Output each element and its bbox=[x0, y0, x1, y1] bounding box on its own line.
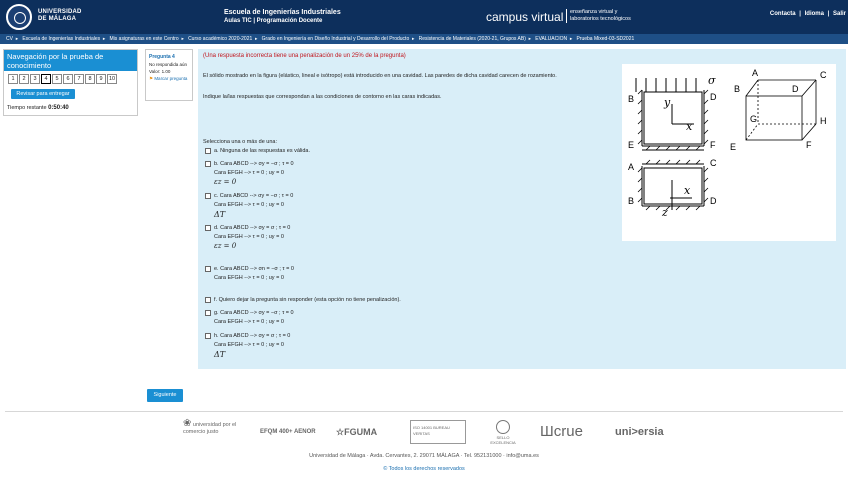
x-axis-symbol: x bbox=[684, 184, 691, 197]
answer-checkbox[interactable] bbox=[205, 333, 211, 339]
question-nav-button[interactable]: 10 bbox=[108, 76, 116, 82]
breadcrumb-item[interactable]: CV bbox=[6, 36, 13, 42]
option-text: ΔT bbox=[214, 210, 226, 219]
flag-question-label: Marcar pregunta bbox=[154, 76, 188, 81]
university-seal-icon bbox=[6, 4, 32, 30]
breadcrumb-separator-icon: ► bbox=[569, 36, 574, 41]
question-nav-button[interactable]: 8 bbox=[85, 74, 95, 84]
problem-figure bbox=[622, 64, 836, 241]
option-text: Cara EFGH --> τ = 0 ; uy = 0 bbox=[214, 319, 284, 325]
link-separator: | bbox=[799, 11, 801, 17]
crue-mark-icon: Ш bbox=[540, 423, 554, 440]
option-text: εz = 0 bbox=[214, 242, 237, 250]
option-text: Cara EFGH --> τ = 0 ; uy = 0 bbox=[214, 234, 284, 240]
fguma-logo[interactable]: ☆FGUMA bbox=[336, 427, 378, 437]
question-nav-button[interactable]: 7 bbox=[74, 74, 84, 84]
question-instruction: Indique la/las respuestas que correspondan a las condiciones de contorno en las caras indicadas. bbox=[203, 94, 442, 100]
flag-icon: ⚑ bbox=[149, 76, 154, 81]
breadcrumb bbox=[0, 34, 848, 44]
universia-logo[interactable]: uni>ersia bbox=[615, 426, 664, 438]
question-nav-button[interactable]: 5 bbox=[52, 74, 62, 84]
answer-checkbox[interactable] bbox=[205, 193, 211, 199]
question-nav-button[interactable]: 6 bbox=[63, 74, 73, 84]
efqm-aenor-logo[interactable]: EFQM 400+ AENOR bbox=[260, 429, 316, 435]
breadcrumb-separator-icon: ► bbox=[180, 36, 185, 41]
label-F: F bbox=[710, 140, 716, 150]
option-text: Cara EFGH --> τ = 0 ; uy = 0 bbox=[214, 275, 284, 281]
answer-prompt: Selecciona una o más de una: bbox=[203, 139, 277, 145]
campus-virtual-tagline: enseñanza virtual y laboratorios tecnológicos bbox=[566, 9, 631, 23]
breadcrumb-item[interactable]: Curso académico 2020-2021 bbox=[188, 36, 253, 42]
option-text: Cara EFGH --> τ = 0 ; uy = 0 bbox=[214, 342, 284, 348]
z-axis-symbol: z bbox=[662, 206, 668, 219]
school-subtitle[interactable]: Aulas TIC | Programación Docente bbox=[224, 18, 323, 24]
label-C: C bbox=[710, 158, 717, 168]
label-D: D bbox=[792, 84, 799, 94]
label-H: H bbox=[820, 116, 827, 126]
option-text: h. Cara ABCD --> σy = σ ; τ = 0 bbox=[214, 333, 291, 339]
question-nav-button-current[interactable]: 4 bbox=[41, 74, 51, 84]
label-C: C bbox=[820, 70, 827, 80]
crue-logo[interactable]: Шcrue bbox=[540, 423, 583, 440]
time-remaining bbox=[7, 105, 69, 111]
question-value: Valor: 1.00 bbox=[149, 69, 171, 74]
question-label: Pregunta bbox=[149, 54, 171, 60]
footer-divider bbox=[5, 411, 843, 412]
sigma-symbol: σ bbox=[708, 74, 716, 87]
label-B: B bbox=[734, 84, 741, 94]
answer-option-d[interactable] bbox=[205, 224, 290, 251]
breadcrumb-separator-icon: ► bbox=[411, 36, 416, 41]
question-number-list bbox=[8, 74, 117, 84]
label-E: E bbox=[628, 140, 635, 150]
question-nav-button[interactable]: 3 bbox=[30, 74, 40, 84]
label-E: E bbox=[730, 142, 737, 152]
label-A: A bbox=[752, 68, 759, 78]
answer-option-h[interactable] bbox=[205, 332, 290, 359]
breadcrumb-separator-icon: ► bbox=[14, 36, 19, 41]
answer-checkbox[interactable] bbox=[205, 148, 211, 154]
answer-checkbox[interactable] bbox=[205, 310, 211, 316]
answer-option-g[interactable] bbox=[205, 309, 294, 327]
breadcrumb-item[interactable]: Grado en Ingeniería en Diseño Industrial y Desarrollo del Producto bbox=[261, 36, 410, 42]
option-text: b. Cara ABCD --> σy = −σ ; τ = 0 bbox=[214, 161, 294, 167]
option-text: Cara EFGH --> τ = 0 ; uy = 0 bbox=[214, 170, 284, 176]
timer-label: Tiempo restante bbox=[7, 105, 47, 111]
question-statement: El sólido mostrado en la figura (elástico, lineal e isótropo) está introducido en una cavidad. Las paredes de dicha cavidad carecen de rozamiento. bbox=[203, 73, 557, 79]
answer-checkbox[interactable] bbox=[205, 297, 211, 303]
option-text: c. Cara ABCD --> σy = −σ ; τ = 0 bbox=[214, 193, 294, 199]
answer-option-a[interactable] bbox=[205, 147, 310, 156]
school-title bbox=[224, 8, 341, 26]
label-B: B bbox=[628, 94, 635, 104]
question-nav-button[interactable]: 1 bbox=[8, 74, 18, 84]
answer-option-c[interactable] bbox=[205, 192, 293, 219]
question-nav-button[interactable]: 9 bbox=[96, 74, 106, 84]
answer-option-e[interactable] bbox=[205, 265, 294, 283]
fair-trade-university-logo[interactable]: ❀ universidad por el comercio justo bbox=[183, 418, 237, 435]
question-status: No respondida aún bbox=[149, 62, 188, 67]
university-name: UNIVERSIDAD DE MÁLAGA bbox=[38, 9, 82, 22]
option-text: e. Cara ABCD --> σn = −σ ; τ = 0 bbox=[214, 266, 294, 272]
breadcrumb-separator-icon: ► bbox=[102, 36, 107, 41]
timer-value: 0:50:40 bbox=[48, 105, 69, 111]
answer-option-b[interactable] bbox=[205, 160, 294, 187]
quiz-navigation-title: Navegación por la prueba de conocimiento bbox=[4, 50, 137, 71]
option-text: εz = 0 bbox=[214, 178, 237, 186]
footer-address: Universidad de Málaga · Avda. Cervantes, 2. 29071 MÁLAGA · Tel. 952131000 · info@uma.es bbox=[309, 453, 539, 459]
answer-checkbox[interactable] bbox=[205, 266, 211, 272]
seal-icon bbox=[496, 420, 510, 434]
school-name[interactable]: Escuela de Ingenierías Industriales bbox=[224, 9, 341, 16]
label-G: G bbox=[750, 114, 758, 124]
question-nav-button[interactable]: 2 bbox=[19, 74, 29, 84]
answer-option-f[interactable] bbox=[205, 296, 401, 305]
y-axis-symbol: y bbox=[664, 96, 671, 109]
solid-in-cavity-diagram bbox=[622, 64, 836, 241]
university-logo[interactable] bbox=[6, 4, 96, 30]
bureau-veritas-logo[interactable]: ISO 14001 BUREAU VERITAS bbox=[410, 420, 466, 444]
excellence-seal-logo[interactable]: SELLO EXCELENCIA bbox=[484, 420, 522, 444]
question-info-box bbox=[145, 49, 193, 101]
breadcrumb-separator-icon: ► bbox=[254, 36, 259, 41]
label-D: D bbox=[710, 92, 717, 102]
label-B: B bbox=[628, 196, 635, 206]
breadcrumb-item[interactable]: Escuela de Ingenierías Industriales bbox=[22, 36, 101, 42]
label-A: A bbox=[628, 162, 635, 172]
link-separator: | bbox=[827, 11, 830, 17]
breadcrumb-separator-icon: ► bbox=[527, 36, 532, 41]
label-D: D bbox=[710, 196, 717, 206]
option-text: f. Quiero dejar la pregunta sin responder (esta opción no tiene penalización). bbox=[214, 297, 401, 303]
review-submit-button[interactable]: Revisar para entregar bbox=[11, 89, 75, 99]
breadcrumb-item[interactable]: Prueba Mixed-03-SD2021 bbox=[576, 36, 635, 42]
logout-link[interactable]: Salir bbox=[832, 11, 846, 17]
top-links bbox=[768, 11, 846, 17]
next-page-button[interactable]: Siguiente bbox=[147, 389, 183, 402]
campus-virtual-logo[interactable]: campus virtual bbox=[486, 10, 564, 24]
label-F: F bbox=[806, 140, 812, 150]
star-icon: ☆ bbox=[336, 427, 345, 437]
question-number: 4 bbox=[171, 54, 175, 60]
penalty-notice: (Una respuesta incorrecta tiene una penalización de un 25% de la pregunta) bbox=[203, 53, 406, 59]
option-text: g. Cara ABCD --> σy = −σ ; τ = 0 bbox=[214, 310, 294, 316]
option-text: d. Cara ABCD --> σy = σ ; τ = 0 bbox=[214, 225, 291, 231]
option-text: ΔT bbox=[214, 350, 226, 359]
flag-question-link[interactable] bbox=[149, 75, 189, 82]
quiz-navigation-block bbox=[3, 49, 138, 116]
breadcrumb-item[interactable]: Mis asignaturas en este Centro bbox=[109, 36, 179, 42]
leaf-icon: ❀ bbox=[183, 418, 192, 429]
copyright-link[interactable]: © Todos los derechos reservados bbox=[383, 466, 465, 472]
answer-checkbox[interactable] bbox=[205, 225, 211, 231]
answer-checkbox[interactable] bbox=[205, 161, 211, 167]
breadcrumb-item[interactable]: EVALUACION bbox=[535, 36, 568, 42]
breadcrumb-item[interactable]: Resistencia de Materiales (2020-21, Grupos AB) bbox=[418, 36, 526, 42]
x-axis-symbol: x bbox=[686, 120, 693, 133]
option-text: Cara EFGH --> τ = 0 ; uy = 0 bbox=[214, 202, 284, 208]
contact-link[interactable]: Contacta bbox=[769, 11, 796, 17]
option-text: a. Ninguna de las respuestas es válida. bbox=[214, 148, 311, 154]
top-header bbox=[0, 0, 848, 34]
language-link[interactable]: Idioma bbox=[804, 11, 824, 17]
